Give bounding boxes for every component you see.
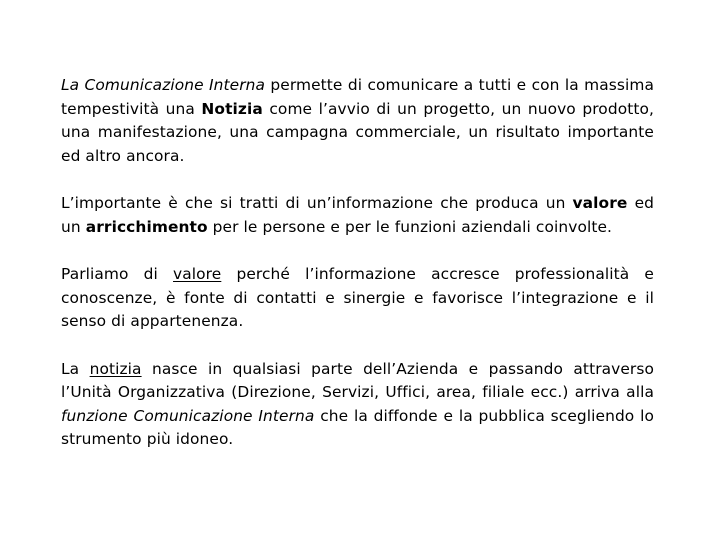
term-comunicazione-interna: La Comunicazione Interna	[61, 76, 266, 94]
text-segment: La	[61, 359, 90, 378]
term-notizia: Notizia	[201, 99, 263, 118]
term-valore-underlined: valore	[173, 265, 222, 283]
text-segment: per le persone e per le funzioni aziendali coinvolte.	[207, 217, 613, 236]
text-segment: nasce in qualsiasi parte dell’Azienda e passando attraverso l’Unità Organizzativa (Direzione, Servizi, Uffici, area, filiale ecc.) arriva alla	[61, 359, 654, 401]
text-segment: ed un	[61, 194, 655, 236]
paragraph-valore	[61, 263, 654, 334]
text-segment: perché l’informazione accresce professionalità e conoscenze, è fonte di contatti e sinergie e favorisce l’integrazione e il senso di appartenenza.	[61, 265, 654, 330]
term-notizia-underlined: notizia	[89, 359, 142, 378]
text-segment: che la diffonde e la pubblica scegliendo lo strumento più idoneo.	[61, 406, 654, 448]
paragraph-notizia	[61, 358, 654, 452]
term-funzione-comunicazione-interna: funzione Comunicazione Interna	[61, 406, 315, 425]
text-segment: permette di comunicare a tutti e con la massima tempestività una	[61, 76, 654, 118]
term-valore: valore	[572, 194, 628, 212]
paragraph-importance	[61, 192, 654, 239]
term-arricchimento: arricchimento	[85, 217, 208, 236]
text-segment: Parliamo di	[61, 265, 174, 283]
text-segment: L’importante è che si tratti di un’informazione che produca un	[61, 194, 573, 212]
slide-body	[61, 74, 654, 476]
paragraph-intro	[61, 74, 654, 168]
text-segment: come l’avvio di un progetto, un nuovo prodotto, una manifestazione, una campagna commerciale, un risultato importante ed altro ancora.	[61, 99, 654, 165]
